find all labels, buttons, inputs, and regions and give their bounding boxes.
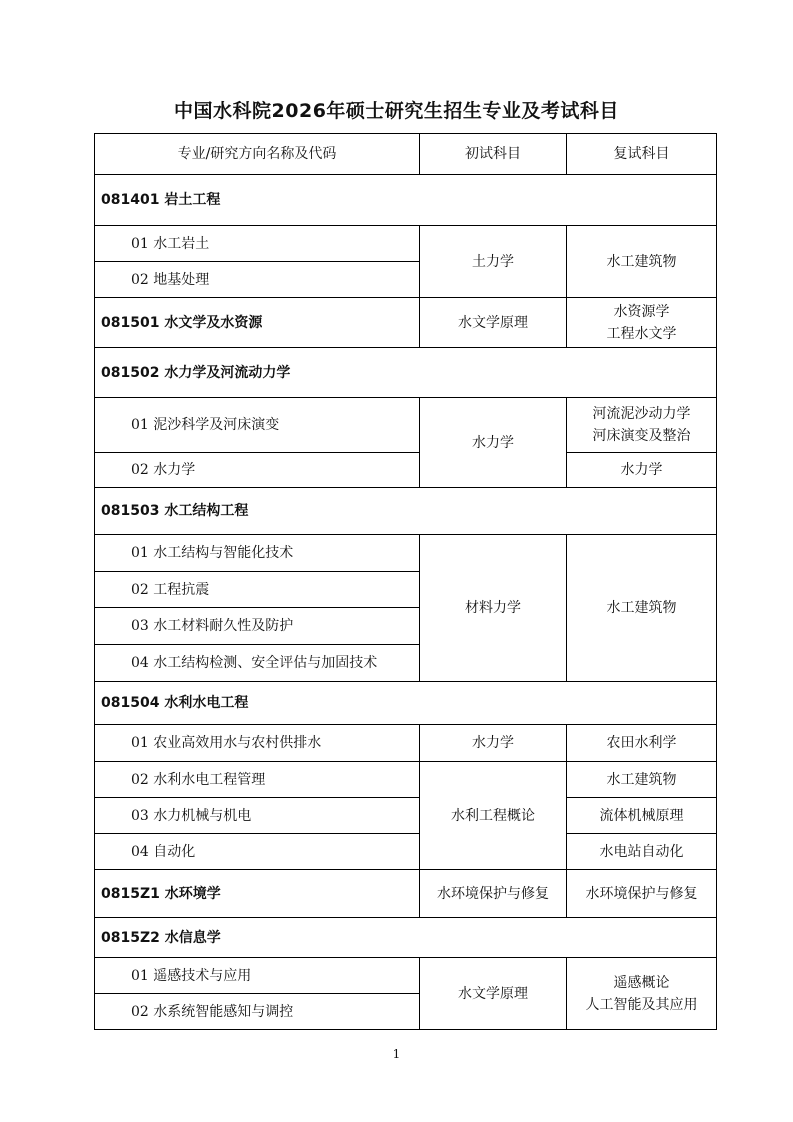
- retest-exam-cell: 水工建筑物: [567, 535, 717, 682]
- retest-exam-cell: 流体机械原理: [567, 798, 717, 834]
- retest-line: 河床演变及整治: [592, 428, 691, 444]
- direction-name: 01 水工岩土: [95, 226, 420, 262]
- initial-exam-cell: 水力学: [420, 398, 567, 488]
- direction-name: 01 农业高效用水与农村供排水: [95, 725, 420, 762]
- major-row: [95, 488, 717, 535]
- direction-name: 01 泥沙科学及河床演变: [95, 398, 420, 453]
- major-title: 081401 岩土工程: [95, 175, 717, 226]
- major-title: 081503 水工结构工程: [95, 488, 717, 535]
- retest-line: 工程水文学: [606, 325, 677, 342]
- direction-name: 02 地基处理: [95, 262, 420, 298]
- major-title: 0815Z2 水信息学: [95, 918, 717, 958]
- major-row: [95, 682, 717, 725]
- direction-name: 03 水力机械与机电: [95, 798, 420, 834]
- page-title: 中国水科院2026年硕士研究生招生专业及考试科目: [174, 100, 619, 122]
- major-title: 081501 水文学及水资源: [95, 298, 420, 348]
- direction-name: 03 水工材料耐久性及防护: [95, 608, 420, 645]
- major-title: 081504 水利水电工程: [95, 682, 717, 725]
- direction-name: 02 工程抗震: [95, 572, 420, 608]
- initial-exam-cell: 水环境保护与修复: [420, 870, 567, 918]
- table-header-row: [95, 134, 717, 175]
- initial-exam-cell: 水文学原理: [420, 958, 567, 1030]
- direction-name: 02 水系统智能感知与调控: [95, 994, 420, 1030]
- direction-name: 02 水利水电工程管理: [95, 762, 420, 798]
- major-row: [95, 348, 717, 398]
- header-retest-exam: 复试科目: [567, 134, 717, 175]
- retest-exam-cell: [567, 958, 717, 1030]
- programs-table: [94, 133, 717, 1030]
- header-major: 专业/研究方向名称及代码: [95, 134, 420, 175]
- retest-exam-cell: 水电站自动化: [567, 834, 717, 870]
- retest-exam-cell: 水力学: [567, 453, 717, 488]
- table-row: [95, 453, 717, 488]
- retest-exam-cell: 水工建筑物: [567, 226, 717, 298]
- header-initial-exam: 初试科目: [420, 134, 567, 175]
- initial-exam-cell: 水利工程概论: [420, 762, 567, 870]
- major-row: [95, 175, 717, 226]
- retest-exam-cell: 水环境保护与修复: [567, 870, 717, 918]
- major-title: 081502 水力学及河流动力学: [95, 348, 717, 398]
- table-row: [95, 958, 717, 994]
- table-row: [95, 398, 717, 453]
- retest-line: 遥感概论: [613, 974, 670, 991]
- retest-line: 水资源学: [613, 303, 670, 320]
- table-row: [95, 725, 717, 762]
- table-row: [95, 762, 717, 798]
- retest-line: 河流泥沙动力学: [592, 406, 691, 422]
- major-title: 0815Z1 水环境学: [95, 870, 420, 918]
- table-row: [95, 226, 717, 262]
- retest-exam-cell: 农田水利学: [567, 725, 717, 762]
- initial-exam-cell: 水力学: [420, 725, 567, 762]
- initial-exam-cell: 材料力学: [420, 535, 567, 682]
- direction-name: 01 遥感技术与应用: [95, 958, 420, 994]
- table-row: [95, 798, 717, 834]
- major-row: [95, 918, 717, 958]
- initial-exam-cell: 土力学: [420, 226, 567, 298]
- table-row: [95, 535, 717, 572]
- direction-name: 04 自动化: [95, 834, 420, 870]
- direction-name: 04 水工结构检测、安全评估与加固技术: [95, 645, 420, 682]
- direction-name: 02 水力学: [95, 453, 420, 488]
- major-row: [95, 870, 717, 918]
- initial-exam-cell: 水文学原理: [420, 298, 567, 348]
- retest-line: 人工智能及其应用: [585, 996, 698, 1013]
- retest-exam-cell: 水工建筑物: [567, 762, 717, 798]
- table-row: [95, 834, 717, 870]
- major-row: [95, 298, 717, 348]
- direction-name: 01 水工结构与智能化技术: [95, 535, 420, 572]
- page-number: 1: [392, 1047, 401, 1061]
- retest-exam-cell: [567, 398, 717, 453]
- retest-exam-cell: [567, 298, 717, 348]
